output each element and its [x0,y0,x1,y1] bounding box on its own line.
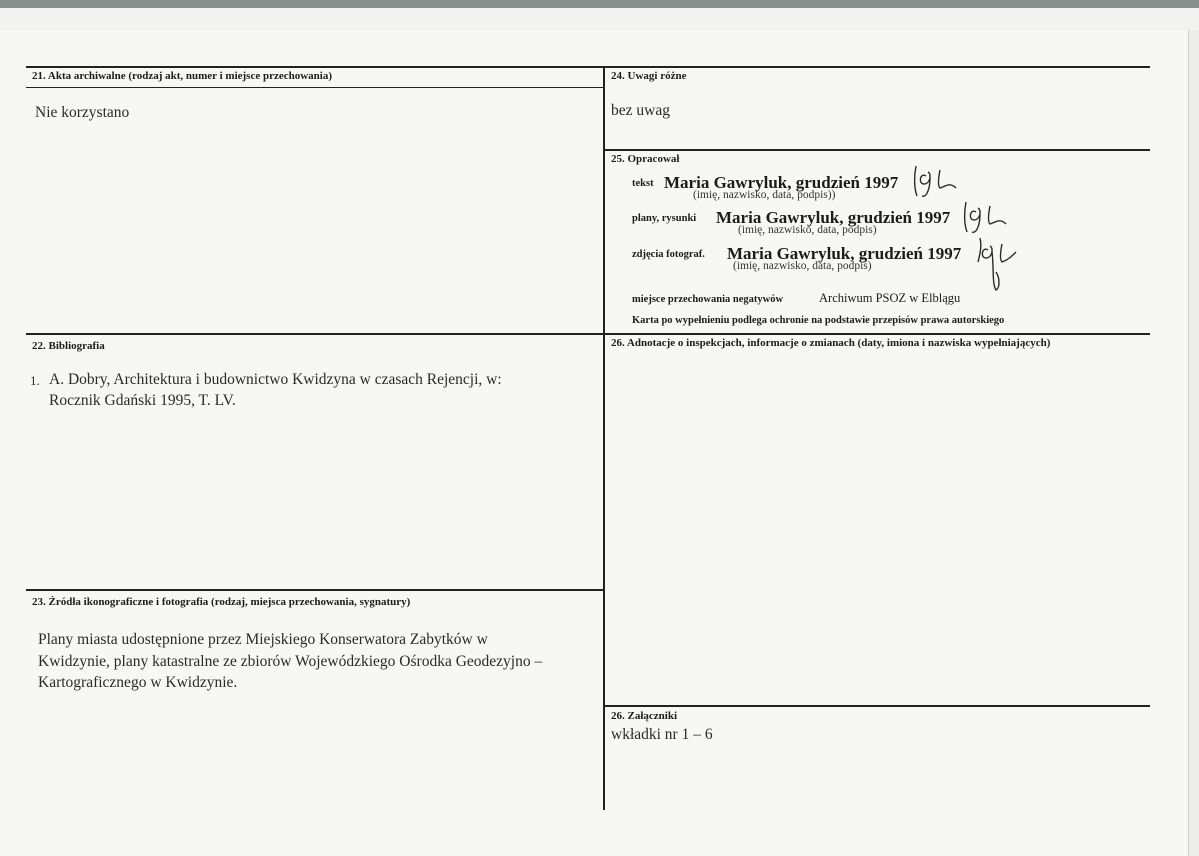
rule-center [603,66,605,810]
text-author-hint: (imię, nazwisko, data, podpis)) [693,189,836,201]
rule-right-attachments [604,705,1150,707]
signature-photos [970,232,1020,294]
section-26-attachments-label: 26. Załączniki [611,710,678,722]
scan-top-edge [0,0,1199,8]
section-21-label: 21. Akta archiwalne (rodzaj akt, numer i miejsce przechowania) [32,70,333,82]
section-25-label: 25. Opracował [611,153,680,165]
photos-author-label: zdjęcia fotograf. [632,249,705,260]
iconographic-line2: Kwidzynie, plany katastralne ze zbiorów Wojewódzkiego Ośrodka Geodezyjno – [38,653,543,670]
rule-top [26,66,1150,68]
attachments-content: wkładki nr 1 – 6 [611,726,713,743]
negatives-label: miejsce przechowania negatywów [632,294,784,305]
section-23-label: 23. Źródła ikonograficzne i fotografia (rodzaj, miejsca przechowania, sygnatury) [32,596,411,608]
copyright-note: Karta po wypełnieniu podlega ochronie na podstawie przepisów prawa autorskiego [632,315,1005,326]
rule-left-under-header-21 [26,87,604,88]
plans-author-value: Maria Gawryluk, grudzień 1997 [716,208,951,227]
bibliography-item-line1: A. Dobry, Architektura i budownictwo Kwidzyna w czasach Rejencji, w: [49,371,502,388]
plans-author-hint: (imię, nazwisko, data, podpis) [738,224,877,236]
scan-margin [0,8,1199,30]
rule-left-23 [26,589,604,591]
section-22-label: 22. Bibliografia [32,340,105,352]
rule-right-25 [604,149,1150,151]
section-26-inspections-label: 26. Adnotacje o inspekcjach, informacje o zmianach (daty, imiona i nazwiska wypełniających) [611,337,1051,349]
photos-author-value: Maria Gawryluk, grudzień 1997 [727,244,962,263]
negatives-value: Archiwum PSOZ w Elblągu [819,291,961,305]
section-24-content: bez uwag [611,102,670,119]
iconographic-line3: Kartograficznego w Kwidzynie. [38,674,238,691]
scan-right-edge [1188,30,1199,856]
text-author-value: Maria Gawryluk, grudzień 1997 [664,173,899,192]
section-21-content: Nie korzystano [35,104,130,121]
iconographic-line1: Plany miasta udostępnione przez Miejskiego Konserwatora Zabytków w [38,631,488,648]
bibliography-item-number: 1. [30,373,40,388]
text-author-label: tekst [632,178,654,189]
plans-author-label: plany, rysunki [632,213,697,224]
rule-middle [26,333,1150,335]
photos-author-hint: (imię, nazwisko, data, podpis) [733,260,872,272]
bibliography-item-line2: Rocznik Gdański 1995, T. LV. [49,392,236,409]
signature-text [906,162,966,202]
section-24-label: 24. Uwagi różne [611,70,687,82]
